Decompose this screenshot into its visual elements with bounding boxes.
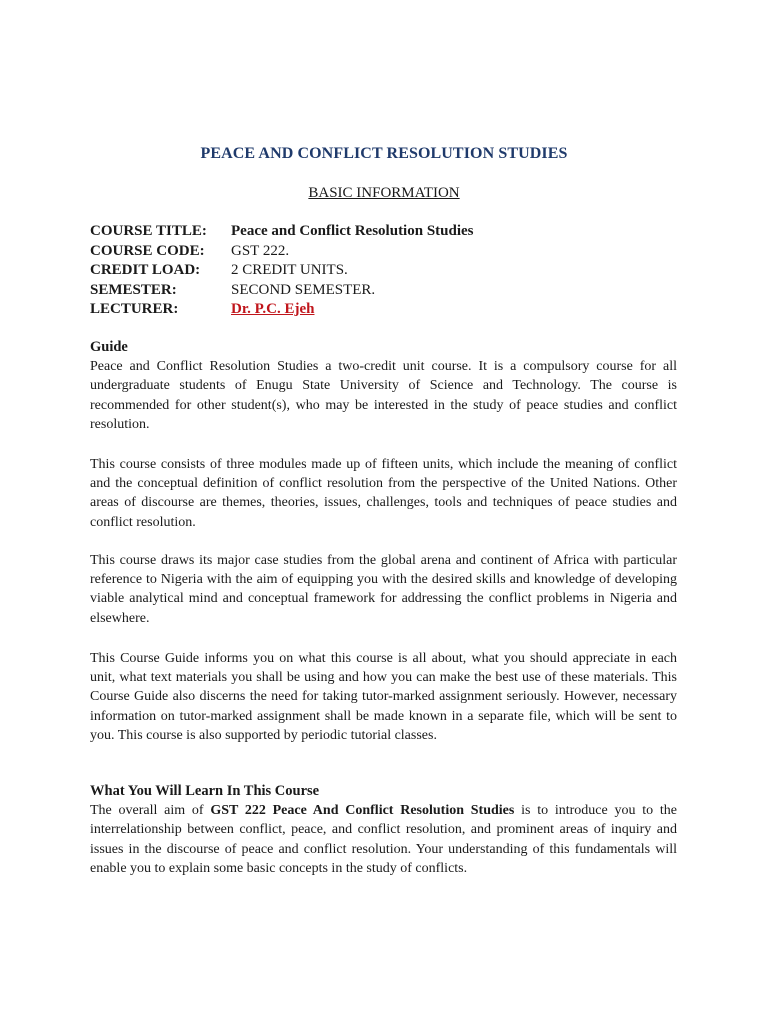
info-label: COURSE TITLE: xyxy=(90,223,207,239)
learn-text-bold: GST 222 Peace And Conflict Resolution Studies xyxy=(210,803,515,819)
info-value: SECOND SEMESTER. xyxy=(231,281,376,298)
guide-paragraph-3: This course draws its major case studies from the global arena and continent of Africa with particular reference to Nigeria with the aim of equipping you with the desired skills and knowledge of developing viable analytical mind and conceptual framework for addressing the conflict problems in Nigeria and elsewhere. xyxy=(90,553,677,626)
info-label: SEMESTER: xyxy=(90,281,177,298)
guide-paragraph-1: Peace and Conflict Resolution Studies a two-credit unit course. It is a compulsory course for all undergraduate students of Enugu State University of Science and Technology. The course is recommended for other student(s), who may be interested in the study of peace studies and conflict resolution. xyxy=(90,359,677,432)
course-info-block xyxy=(90,222,474,320)
info-label: CREDIT LOAD: xyxy=(90,262,201,278)
learn-heading: What You Will Learn In This Course xyxy=(90,783,320,799)
guide-paragraph-2: This course consists of three modules made up of fifteen units, which include the meaning of conflict and the conceptual definition of conflict resolution from the perspective of the United Nations. Other areas of discourse are themes, theories, issues, challenges, tools and techniques of peace studies and conflict resolution. xyxy=(90,457,677,530)
info-row-credit-load xyxy=(90,261,474,281)
lecturer-link[interactable]: Dr. P.C. Ejeh xyxy=(231,301,315,317)
document-subtitle: BASIC INFORMATION xyxy=(308,185,460,201)
info-row-course-code xyxy=(90,242,474,262)
info-value: GST 222. xyxy=(231,242,290,259)
learn-section xyxy=(90,782,677,878)
info-value: Peace and Conflict Resolution Studies xyxy=(231,223,474,239)
guide-paragraph-4: This Course Guide informs you on what this course is all about, what you should appreciate in each unit, what text materials you shall be using and how you can make the best use of these materials. This Course Guide also discerns the need for taking tutor-marked assignment seriously. However, necessary information on tutor-marked assignment shall be made known in a separate file, which will be sent to you. This course is also supported by periodic tutorial classes. xyxy=(90,651,677,743)
guide-heading: Guide xyxy=(90,339,128,355)
learn-text-post: is to introduce you to the interrelationship between conflict, peace, and conflict resolution, and prominent areas of inquiry and issues in the discourse of peace and conflict resolution. Your understanding of this fundamentals will enable you to explain some basic concepts in the study of conflicts. xyxy=(90,803,678,876)
learn-text-pre: The overall aim of xyxy=(90,803,211,819)
document-title: PEACE AND CONFLICT RESOLUTION STUDIES xyxy=(200,145,568,162)
guide-section xyxy=(90,338,677,434)
info-value: 2 CREDIT UNITS. xyxy=(231,262,348,278)
info-row-course-title xyxy=(90,222,474,242)
info-label: COURSE CODE: xyxy=(90,242,205,259)
info-row-semester xyxy=(90,281,474,301)
info-label: LECTURER: xyxy=(90,301,179,317)
learn-paragraph xyxy=(90,801,677,878)
info-row-lecturer xyxy=(90,300,474,320)
